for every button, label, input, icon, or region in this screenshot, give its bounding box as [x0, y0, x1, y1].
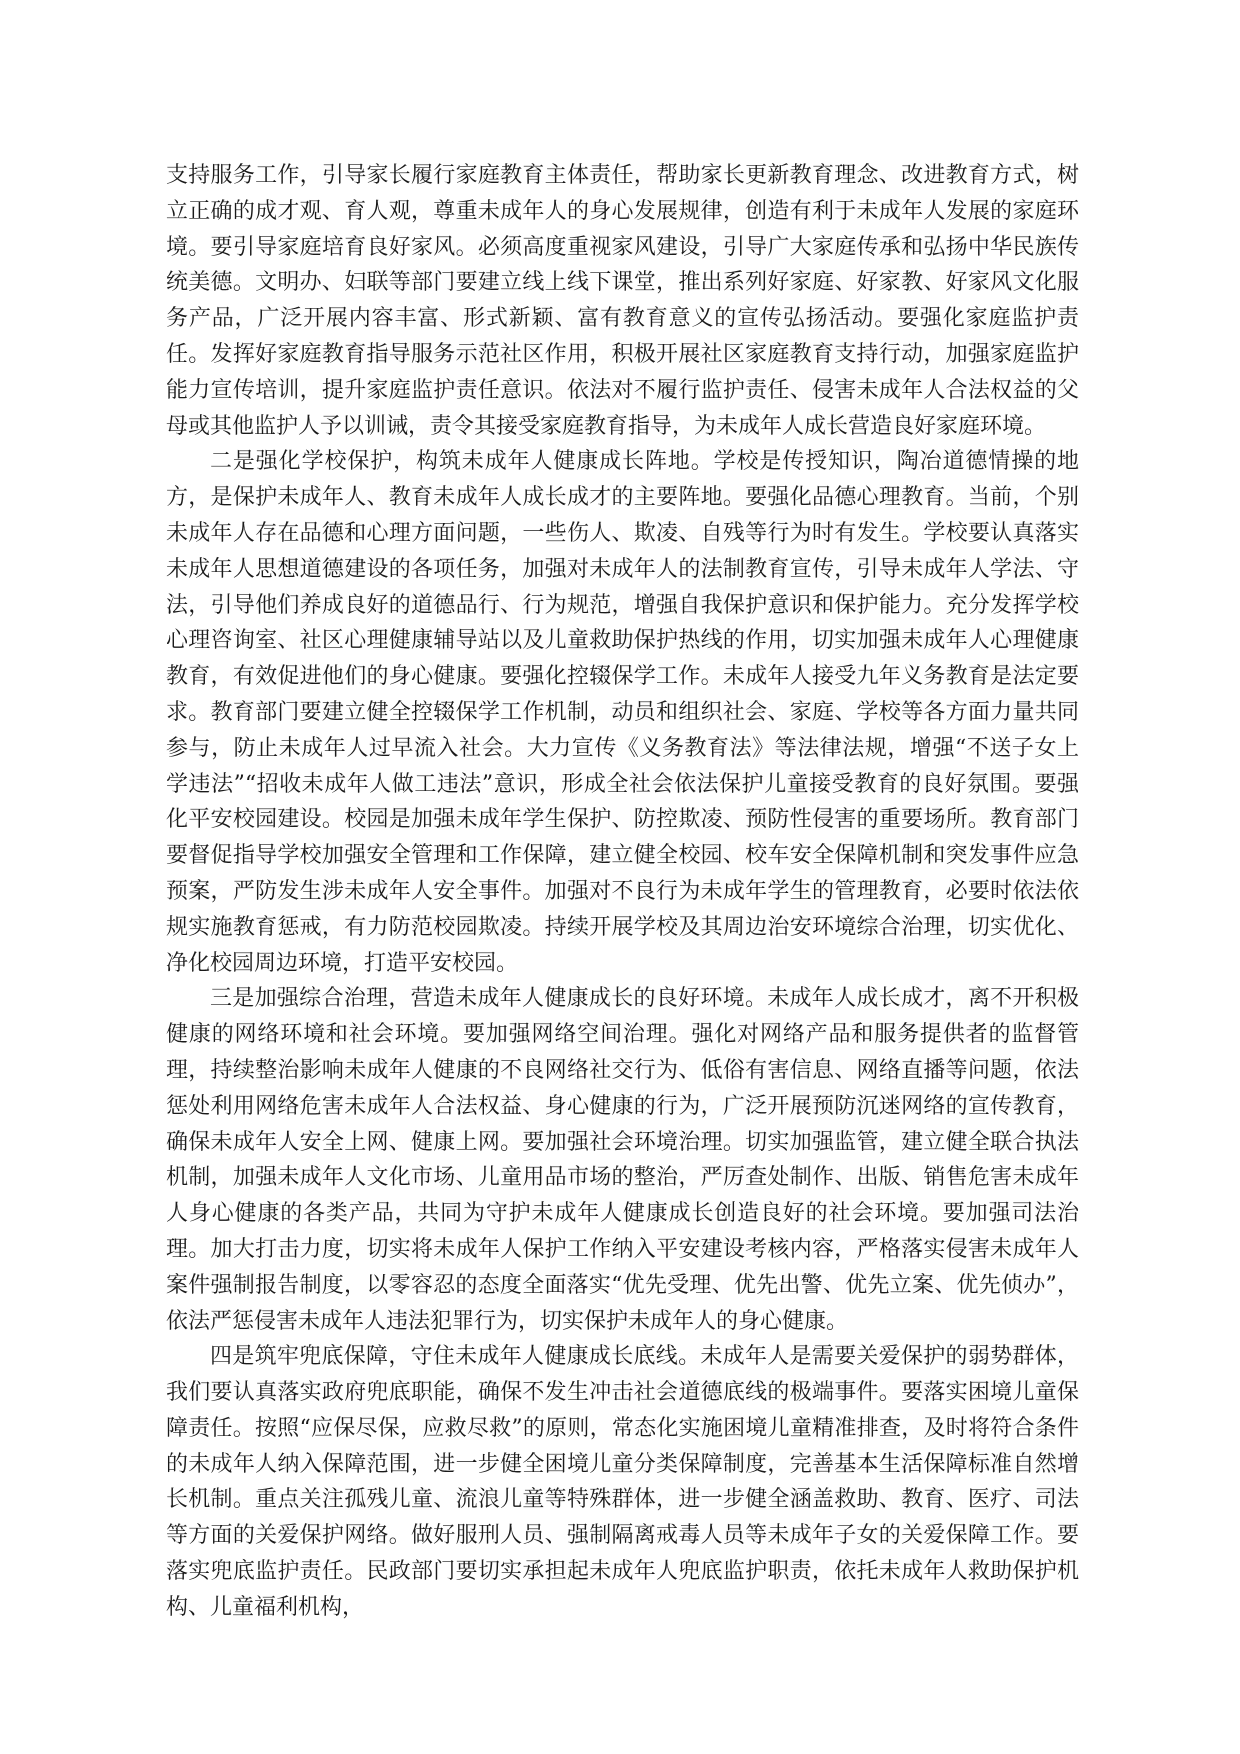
paragraph-school-protection: 二是强化学校保护，构筑未成年人健康成长阵地。学校是传授知识，陶冶道德情操的地方，是保护未成年人、教育未成年人成长成才的主要阵地。要强化品德心理教育。当前，个别未成年人存在品德和心理方面问题，一些伤人、欺凌、自残等行为时有发生。学校要认真落实未成年人思想道德建设的各项任务，加强对未成年人的法制教育宣传，引导未成年人学法、守法，引导他们养成良好的道德品行、行为规范，增强自我保护意识和保护能力。充分发挥学校心理咨询室、社区心理健康辅导站以及儿童救助保护热线的作用，切实加强未成年人心理健康教育，有效促进他们的身心健康。要强化控辍保学工作。未成年人接受九年义务教育是法定要求。教育部门要建立健全控辍保学工作机制，动员和组织社会、家庭、学校等各方面力量共同参与，防止未成年人过早流入社会。大力宣传《义务教育法》等法律法规，增强“不送子女上学违法”“招收未成年人做工违法”意识，形成全社会依法保护儿童接受教育的良好氛围。要强化平安校园建设。校园是加强未成年学生保护、防控欺凌、预防性侵害的重要场所。教育部门要督促指导学校加强安全管理和工作保障，建立健全校园、校车安全保障机制和突发事件应急预案，严防发生涉未成年人安全事件。加强对不良行为未成年学生的管理教育，必要时依法依规实施教育惩戒，有力防范校园欺凌。持续开展学校及其周边治安环境综合治理，切实优化、净化校园周边环境，打造平安校园。: [166, 449, 1079, 976]
paragraph-comprehensive-governance: 三是加强综合治理，营造未成年人健康成长的良好环境。未成年人成长成才，离不开积极健康的网络环境和社会环境。要加强网络空间治理。强化对网络产品和服务提供者的监督管理，持续整治影响未成年人健康的不良网络社交行为、低俗有害信息、网络直播等问题，依法惩处利用网络危害未成年人合法权益、身心健康的行为，广泛开展预防沉迷网络的宣传教育，确保未成年人安全上网、健康上网。要加强社会环境治理。切实加强监管，建立健全联合执法机制，加强未成年人文化市场、儿童用品市场的整治，严厉查处制作、出版、销售危害未成年人身心健康的各类产品，共同为守护未成年人健康成长创造良好的社会环境。要加强司法治理。加大打击力度，切实将未成年人保护工作纳入平安建设考核内容，严格落实侵害未成年人案件强制报告制度，以零容忍的态度全面落实“优先受理、优先出警、优先立案、优先侦办”，依法严惩侵害未成年人违法犯罪行为，切实保护未成年人的身心健康。: [166, 986, 1079, 1334]
paragraph-family-education: 支持服务工作，引导家长履行家庭教育主体责任，帮助家长更新教育理念、改进教育方式，树立正确的成才观、育人观，尊重未成年人的身心发展规律，创造有利于未成年人发展的家庭环境。要引导家庭培育良好家风。必须高度重视家风建设，引导广大家庭传承和弘扬中华民族传统美德。文明办、妇联等部门要建立线上线下课堂，推出系列好家庭、好家教、好家风文化服务产品，广泛开展内容丰富、形式新颖、富有教育意义的宣传弘扬活动。要强化家庭监护责任。发挥好家庭教育指导服务示范社区作用，积极开展社区家庭教育支持行动，加强家庭监护能力宣传培训，提升家庭监护责任意识。依法对不履行监护责任、侵害未成年人合法权益的父母或其他监护人予以训诫，责令其接受家庭教育指导，为未成年人成长营造良好家庭环境。: [166, 163, 1079, 439]
document-page: [166, 158, 1079, 1626]
paragraph-safety-net: 四是筑牢兜底保障，守住未成年人健康成长底线。未成年人是需要关爱保护的弱势群体，我们要认真落实政府兜底职能，确保不发生冲击社会道德底线的极端事件。要落实困境儿童保障责任。按照“应保尽保，应救尽救”的原则，常态化实施困境儿童精准排查，及时将符合条件的未成年人纳入保障范围，进一步健全困境儿童分类保障制度，完善基本生活保障标准自然增长机制。重点关注孤残儿童、流浪儿童等特殊群体，进一步健全涵盖救助、教育、医疗、司法等方面的关爱保护网络。做好服刑人员、强制隔离戒毒人员等未成年子女的关爱保障工作。要落实兜底监护责任。民政部门要切实承担起未成年人兜底监护职责，依托未成年人救助保护机构、儿童福利机构，: [166, 1344, 1079, 1620]
